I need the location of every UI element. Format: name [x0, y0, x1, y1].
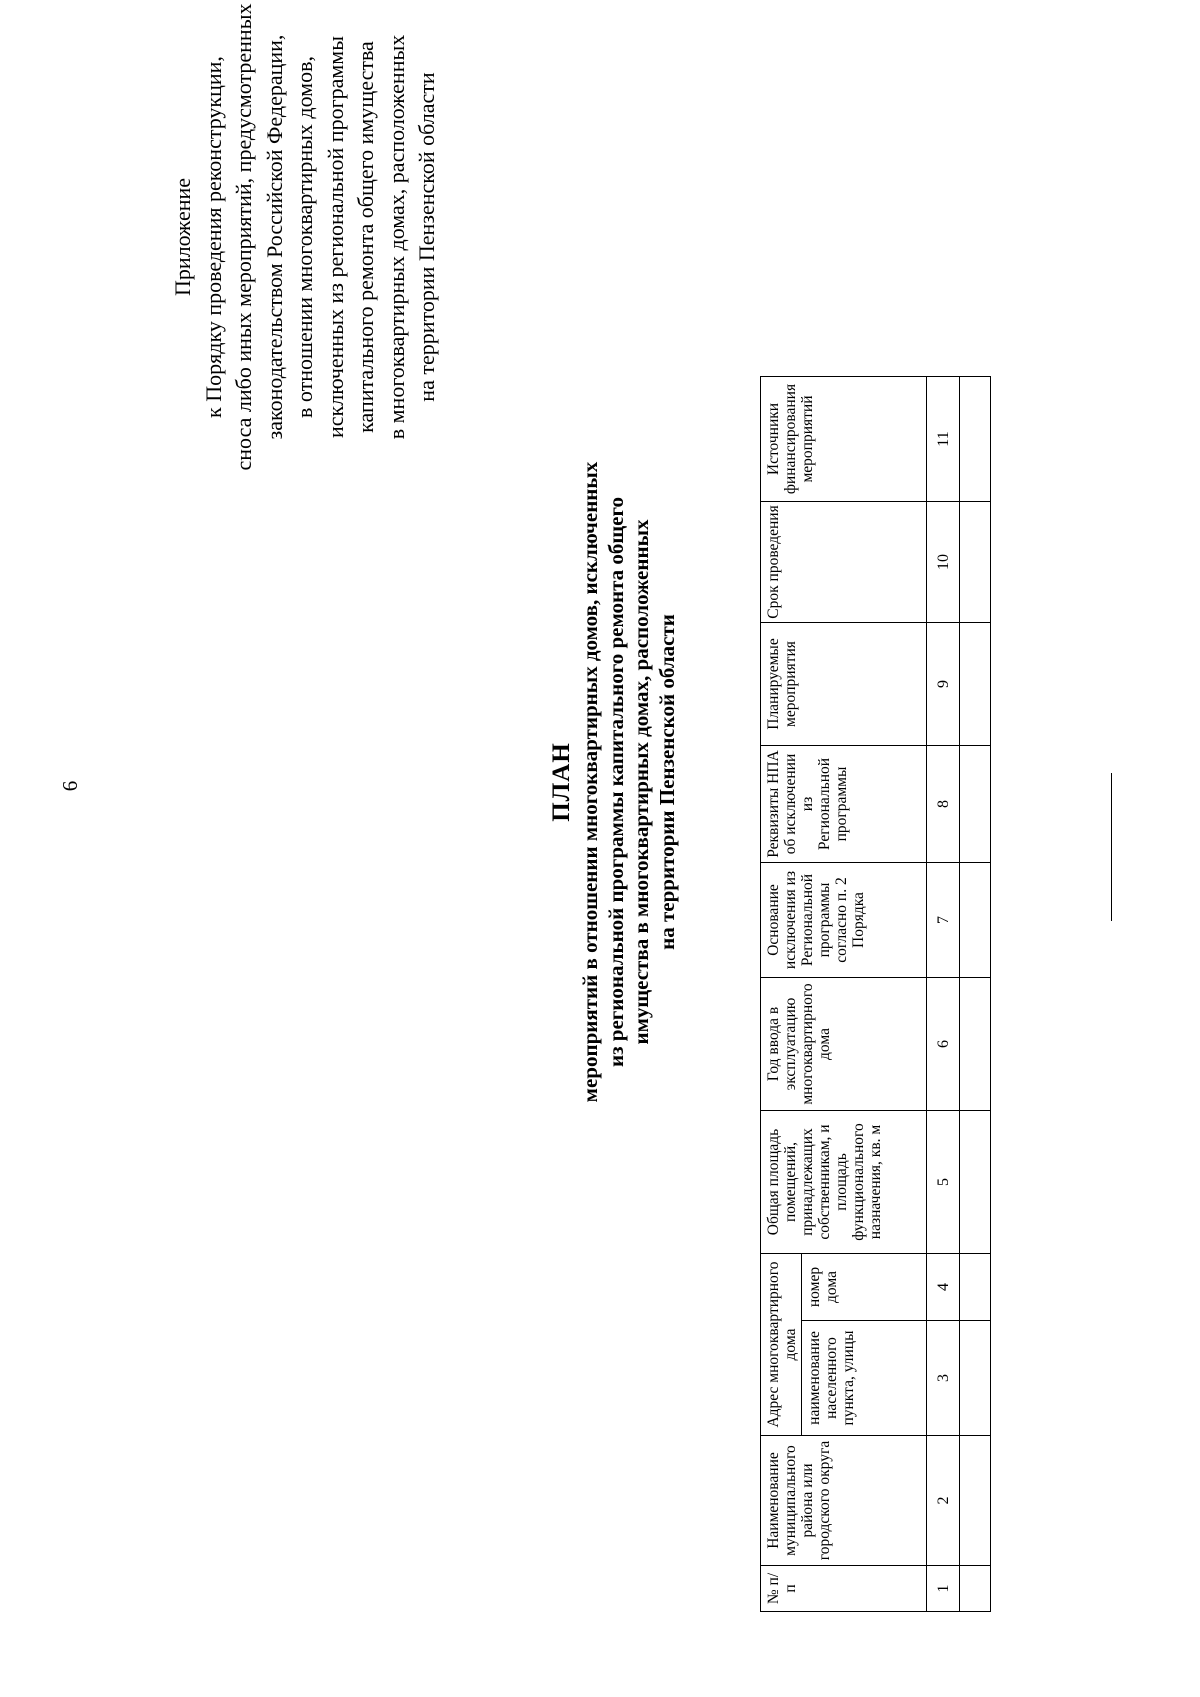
- table-cell: [960, 1111, 991, 1254]
- header-house-number: номер дома: [802, 1254, 927, 1321]
- header-exclusion-basis: Основание исключения из Региональной программы согласно п. 2 Порядка: [761, 863, 927, 978]
- closing-divider-line: [1111, 773, 1112, 921]
- column-number: 11: [927, 377, 960, 502]
- appendix-line: в многоквартирных домах, расположенных: [383, 34, 409, 440]
- table-cell: [960, 863, 991, 978]
- plan-table: [760, 376, 991, 1612]
- plan-subtitle-line: на территории Пензенской области: [654, 614, 679, 950]
- header-funding-sources: Источники финансирования мероприятий: [761, 377, 927, 502]
- column-number: 1: [927, 1566, 960, 1612]
- table-column-numbers-row: [927, 377, 960, 1612]
- header-planned-measures: Планируемые мероприятия: [761, 623, 927, 746]
- table-header-row: [761, 377, 802, 1612]
- plan-heading: ПЛАН: [548, 742, 575, 822]
- column-number: 10: [927, 502, 960, 623]
- column-number: 2: [927, 1436, 960, 1566]
- table-cell: [960, 1566, 991, 1612]
- plan-subtitle-line: имущества в многоквартирных домах, расположенных: [629, 519, 653, 1045]
- header-street: наименование населенного пункта, улицы: [802, 1321, 927, 1436]
- column-number: 5: [927, 1111, 960, 1254]
- header-period: Срок проведения: [761, 502, 927, 623]
- appendix-line: капитального ремонта общего имущества: [353, 41, 378, 433]
- appendix-line: сноса либо иных мероприятий, предусмотренных: [231, 3, 256, 471]
- appendix-line: законодательством Российской Федерации,: [261, 34, 287, 440]
- table-cell: [960, 1254, 991, 1321]
- header-total-area: Общая площадь помещений, принадлежащих собственникам, и площадь функционального назначения, кв. м: [761, 1111, 927, 1254]
- table-cell: [960, 623, 991, 746]
- table-row-empty: [960, 377, 991, 1612]
- appendix-line: в отношении многоквартирных домов,: [292, 56, 317, 418]
- table-cell: [960, 1436, 991, 1566]
- header-number: № п/п: [761, 1566, 927, 1612]
- header-address-group: Адрес многоквартирного дома: [761, 1254, 802, 1436]
- column-number: 7: [927, 863, 960, 978]
- column-number: 3: [927, 1321, 960, 1436]
- appendix-line: на территории Пензенской области: [414, 72, 439, 402]
- appendix-line: к Порядку проведения реконструкции,: [200, 56, 226, 418]
- column-number: 6: [927, 978, 960, 1111]
- appendix-line: Приложение: [170, 177, 195, 297]
- header-npa-details: Реквизиты НПА об исключении из Региональной программы: [761, 746, 927, 863]
- table-cell: [960, 746, 991, 863]
- plan-title: [548, 337, 680, 1227]
- header-municipality: Наименование муниципального района или городского округа: [761, 1436, 927, 1566]
- plan-subtitle-line: мероприятий в отношении многоквартирных домов, исключенных: [578, 461, 602, 1103]
- table-cell: [960, 377, 991, 502]
- column-number: 4: [927, 1254, 960, 1321]
- appendix-header: [168, 0, 443, 597]
- table-cell: [960, 502, 991, 623]
- header-commission-year: Год ввода в эксплуатацию многоквартирного дома: [761, 978, 927, 1111]
- column-number: 8: [927, 746, 960, 863]
- appendix-line: исключенных из региональной программы: [322, 36, 348, 438]
- page-number: 6: [58, 780, 82, 792]
- table-cell: [960, 978, 991, 1111]
- column-number: 9: [927, 623, 960, 746]
- table-cell: [960, 1321, 991, 1436]
- plan-subtitle-line: из региональной программы капитального ремонта общего: [603, 497, 628, 1068]
